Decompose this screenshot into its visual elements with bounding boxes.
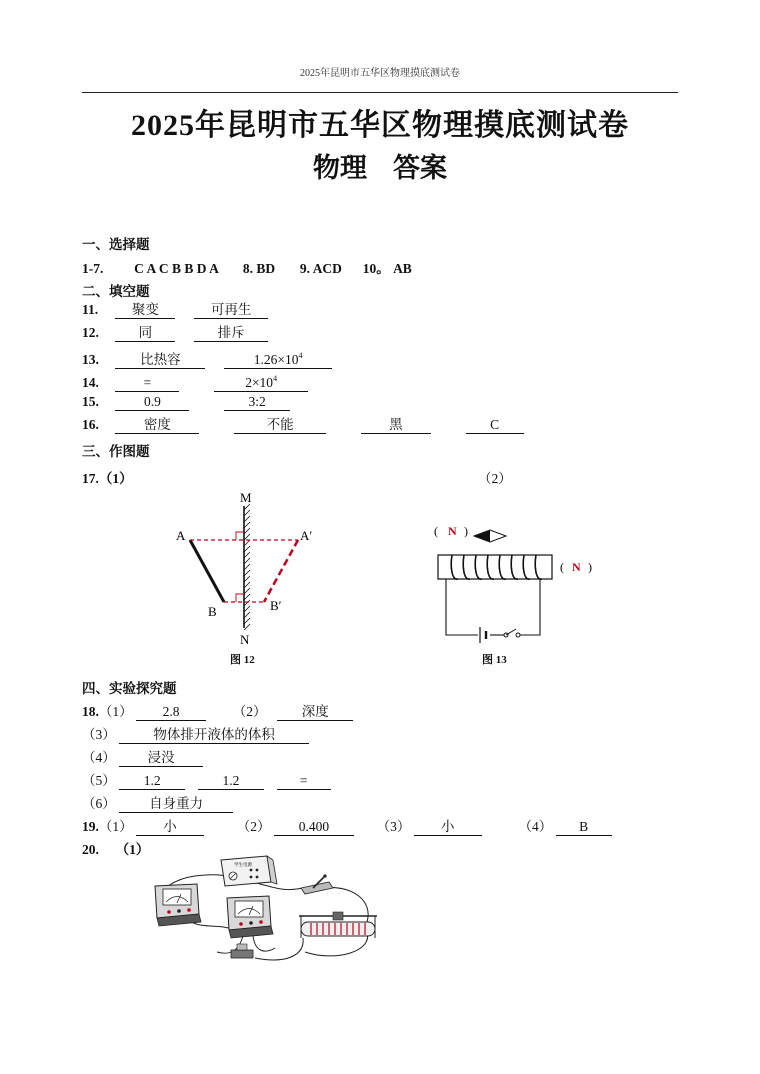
- section-experiment: 四、实验探究题: [82, 681, 177, 696]
- q18-part2: （2）: [232, 704, 267, 719]
- q11-number: 11.: [82, 302, 99, 317]
- q20-part1: （1）: [115, 842, 150, 857]
- label-b: B: [208, 604, 217, 619]
- q18-row-5: [82, 769, 331, 790]
- q16-answer-2: 不能: [234, 417, 326, 434]
- q19-answer-1: 小: [136, 819, 204, 836]
- meter-middle: [227, 896, 273, 938]
- battery: [480, 627, 486, 643]
- q18-answer-5b: 1.2: [198, 773, 264, 790]
- q16-answer-1: 密度: [115, 417, 199, 434]
- plane-mirror: [244, 504, 250, 630]
- q19-part4: （4）: [518, 819, 553, 834]
- object-ab: [190, 540, 224, 602]
- q14-answer-1: =: [115, 375, 179, 392]
- q12-answer-1: 同: [115, 325, 175, 342]
- paren-left-2: (: [560, 560, 564, 574]
- right-angle-mark-b: [236, 594, 244, 602]
- q8-label: 8.: [242, 261, 254, 276]
- choice-answers: [82, 257, 412, 277]
- power-supply-label: 学生电源: [234, 863, 252, 868]
- q18-answer-2: 深度: [277, 704, 353, 721]
- q18-row-3: [82, 723, 309, 744]
- right-angle-mark-a: [236, 532, 244, 540]
- q14-answer-2: $2\times 10^4$: [214, 371, 308, 392]
- figure-12-caption: 图 12: [230, 654, 255, 666]
- figure-13-solenoid-diagram: [428, 515, 608, 650]
- q12-answer-2: 排斥: [194, 325, 268, 342]
- power-supply: [221, 856, 277, 886]
- q13-number: 13.: [82, 352, 99, 367]
- page-subtitle: [0, 146, 760, 185]
- label-m: M: [240, 490, 252, 505]
- paren-right: ): [464, 524, 468, 538]
- paren-left: (: [434, 524, 438, 538]
- q10-answer: AB: [393, 261, 412, 276]
- q15-answer-1: 0.9: [115, 394, 189, 411]
- q18-row-1: [82, 700, 353, 721]
- section-fill: 二、填空题: [82, 284, 150, 299]
- subtitle-subject: 物理: [313, 153, 367, 183]
- q19-row: [82, 815, 612, 836]
- fill-row-11: [82, 302, 268, 319]
- q14-number: 14.: [82, 375, 99, 390]
- q16-answer-3: 黑: [361, 417, 431, 434]
- q1-7-label: 1-7.: [82, 261, 104, 276]
- fill-row-13: [82, 348, 332, 369]
- fill-row-15: [82, 394, 290, 411]
- fill-row-16: [82, 417, 524, 434]
- q19-part3: （3）: [376, 819, 411, 834]
- q16-answer-4: C: [466, 417, 524, 434]
- label-a: A: [176, 528, 186, 543]
- q18-part4: （4）: [82, 750, 116, 765]
- q18-answer-4: 浸没: [119, 750, 203, 767]
- page-header: 2025年昆明市五华区物理摸底测试卷: [300, 68, 460, 79]
- q15-number: 15.: [82, 394, 99, 409]
- q1-7-answer: C A C B B D A: [134, 261, 219, 276]
- compass-needle: [474, 530, 506, 542]
- knife-switch: [301, 874, 333, 894]
- q18-part5: （5）: [82, 773, 116, 788]
- header-rule: [82, 92, 678, 93]
- q19-part2: （2）: [236, 819, 271, 834]
- q10-label: 10。: [362, 261, 390, 276]
- q19-number: 19.: [82, 819, 99, 834]
- q13-answer-1: 比热容: [115, 352, 205, 369]
- rheostat: [299, 912, 377, 938]
- q17-part2-label: （2）: [478, 471, 512, 486]
- q8-answer: BD: [256, 261, 276, 276]
- q20-number: 20.: [82, 842, 99, 857]
- switch: [504, 629, 520, 637]
- paren-right-2: ): [588, 560, 592, 574]
- fill-row-12: [82, 325, 268, 342]
- circuit-wires: [446, 579, 540, 635]
- q19-answer-2: 0.400: [274, 819, 354, 836]
- section-choice: 一、选择题: [82, 237, 150, 252]
- q9-label: 9.: [299, 261, 311, 276]
- image-ab: [264, 540, 298, 602]
- meter-left: [155, 884, 201, 926]
- q18-number: 18.: [82, 704, 99, 719]
- q18-part6: （6）: [82, 796, 116, 811]
- lamp-holder: [231, 944, 253, 958]
- q18-row-6: [82, 792, 233, 813]
- section-drawing: 三、作图题: [82, 444, 150, 459]
- q19-answer-3: 小: [414, 819, 482, 836]
- q20-circuit-apparatus: [135, 852, 385, 972]
- q11-answer-1: 聚变: [115, 302, 175, 319]
- q18-answer-6: 自身重力: [119, 796, 233, 813]
- fill-row-14: [82, 371, 308, 392]
- q18-part1: （1）: [98, 704, 133, 719]
- q17-label: 17.（1）: [82, 471, 133, 486]
- q19-answer-4: B: [556, 819, 612, 836]
- q13-answer-2: $1.26\times 10^4$: [224, 348, 332, 369]
- page-title: 2025年昆明市五华区物理摸底测试卷: [131, 109, 629, 142]
- pole-n-solenoid: N: [572, 560, 581, 574]
- q18-answer-5c: =: [277, 773, 331, 790]
- subtitle-answer: 答案: [393, 153, 447, 183]
- q18-row-4: [82, 746, 203, 767]
- q15-answer-2: 3:2: [224, 394, 290, 411]
- q11-answer-2: 可再生: [194, 302, 268, 319]
- q16-number: 16.: [82, 417, 99, 432]
- q18-answer-5a: 1.2: [119, 773, 185, 790]
- q19-part1: （1）: [98, 819, 133, 834]
- label-n: N: [240, 632, 250, 647]
- figure-13-caption: 图 13: [482, 654, 507, 666]
- label-a-prime: A′: [300, 528, 313, 543]
- q18-answer-1: 2.8: [136, 704, 206, 721]
- q18-part3: （3）: [82, 727, 116, 742]
- q18-answer-3: 物体排开液体的体积: [119, 727, 309, 744]
- q9-answer: ACD: [312, 261, 342, 276]
- label-b-prime: B′: [270, 598, 282, 613]
- pole-n-compass: N: [448, 524, 457, 538]
- figure-12-mirror-diagram: [160, 488, 330, 648]
- q12-number: 12.: [82, 325, 99, 340]
